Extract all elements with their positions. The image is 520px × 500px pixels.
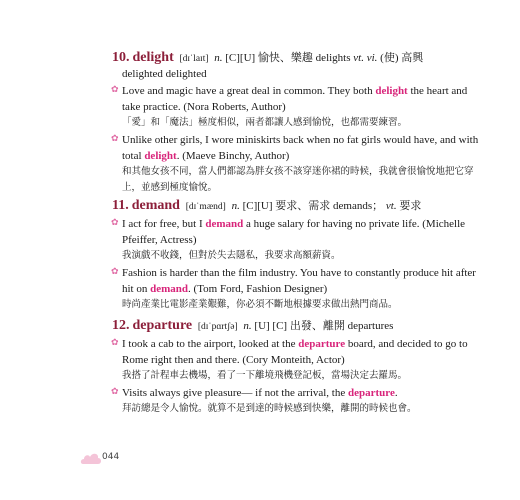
example-sentence <box>112 265 482 313</box>
quote-icon: ✿ <box>111 85 119 95</box>
part-of-speech: n. <box>214 52 223 64</box>
highlighted-word: demand <box>205 218 244 230</box>
entry-headline <box>112 50 482 67</box>
headword: delight <box>132 50 174 65</box>
example-english: Unlike other girls, I wore miniskirts back when no fat girls would have, and with total delight. (Maeve Binchy, Author) <box>122 134 479 162</box>
example-chinese: 我搭了計程車去機場，看了一下離境飛機登記板，當場決定去羅馬。 <box>122 370 408 381</box>
example-chinese: 和其他女孩不同，當人們都認為胖女孩不該穿迷你裙的時候，我就會很愉悅地把它穿上，並感到極度愉悅。 <box>122 166 474 193</box>
example-chinese: 「愛」和「魔法」極度相似，兩者都讓人感到愉悅，也都需要練習。 <box>122 117 408 128</box>
phonetic: [dɪˈlaɪt] <box>179 54 209 64</box>
highlighted-word: departure <box>298 338 346 350</box>
quote-icon: ✿ <box>111 267 119 277</box>
phonetic: [dɪˈmænd] <box>185 202 226 212</box>
definition: [U] [C] 出發、離開 departures <box>254 320 394 332</box>
example-english: Fashion is harder than the film industry. You have to constantly produce hit after hit on demand. (Tom Ford, Fashion Designer) <box>122 267 476 295</box>
part-of-speech: n. <box>243 320 252 332</box>
example-sentence <box>112 132 482 196</box>
highlighted-word: demand <box>150 283 189 295</box>
derived-forms: delighted delighted <box>122 68 207 80</box>
quote-icon: ✿ <box>111 218 119 228</box>
entry-delight <box>112 50 482 196</box>
part-of-speech: n. <box>231 200 240 212</box>
highlighted-word: delight <box>375 85 408 97</box>
cloud-icon <box>80 451 102 465</box>
quote-icon: ✿ <box>111 387 119 397</box>
example-english: I act for free, but I demand a huge salary for having no private life. (Michelle Pfeiffer, Actress) <box>122 218 466 246</box>
example-sentence <box>112 83 482 131</box>
quote-icon: ✿ <box>111 134 119 144</box>
example-sentence <box>112 336 482 384</box>
entry-number: 11. <box>112 198 129 213</box>
headword: departure <box>132 318 193 333</box>
example-chinese: 我演戲不收錢，但對於失去隱私，我要求高額薪資。 <box>122 250 341 261</box>
entry-headline <box>112 318 482 335</box>
page-number: 044 <box>102 452 120 462</box>
entry-departure <box>112 318 482 417</box>
definition: 要求 <box>399 200 422 212</box>
entry-number: 12. <box>112 318 130 333</box>
example-sentence <box>112 385 482 417</box>
example-english: I took a cab to the airport, looked at the departure board, and decided to go to Rome right then and there. (Cory Monteith, Actor) <box>122 338 468 366</box>
definition: [C][U] 要求、需求 demands； <box>242 200 384 212</box>
example-chinese: 時尚產業比電影產業艱難，你必須不斷地根據要求做出熱門商品。 <box>122 299 398 310</box>
highlighted-word: departure <box>348 387 395 399</box>
example-chinese: 拜訪總是令人愉悅。就算不是到達的時候感到快樂，離開的時候也會。 <box>122 403 417 414</box>
highlighted-word: delight <box>144 150 177 162</box>
entry-demand <box>112 198 482 313</box>
definition: [C][U] 愉快、樂趣 delights <box>225 52 351 64</box>
example-english: Visits always give pleasure— if not the arrival, the departure. <box>122 387 398 399</box>
quote-icon: ✿ <box>111 338 119 348</box>
phonetic: [dɪˈpɑrtʃə] <box>197 322 238 332</box>
part-of-speech: vt. vi. <box>353 52 378 64</box>
headword: demand <box>131 198 180 213</box>
definition: (使) 高興 <box>380 52 424 64</box>
example-sentence <box>112 216 482 264</box>
example-english: Love and magic have a great deal in common. They both delight the heart and take practice. (Nora Roberts, Author) <box>122 85 468 113</box>
part-of-speech: vt. <box>385 200 397 212</box>
entry-headline <box>112 198 482 215</box>
entry-number: 10. <box>112 50 130 65</box>
